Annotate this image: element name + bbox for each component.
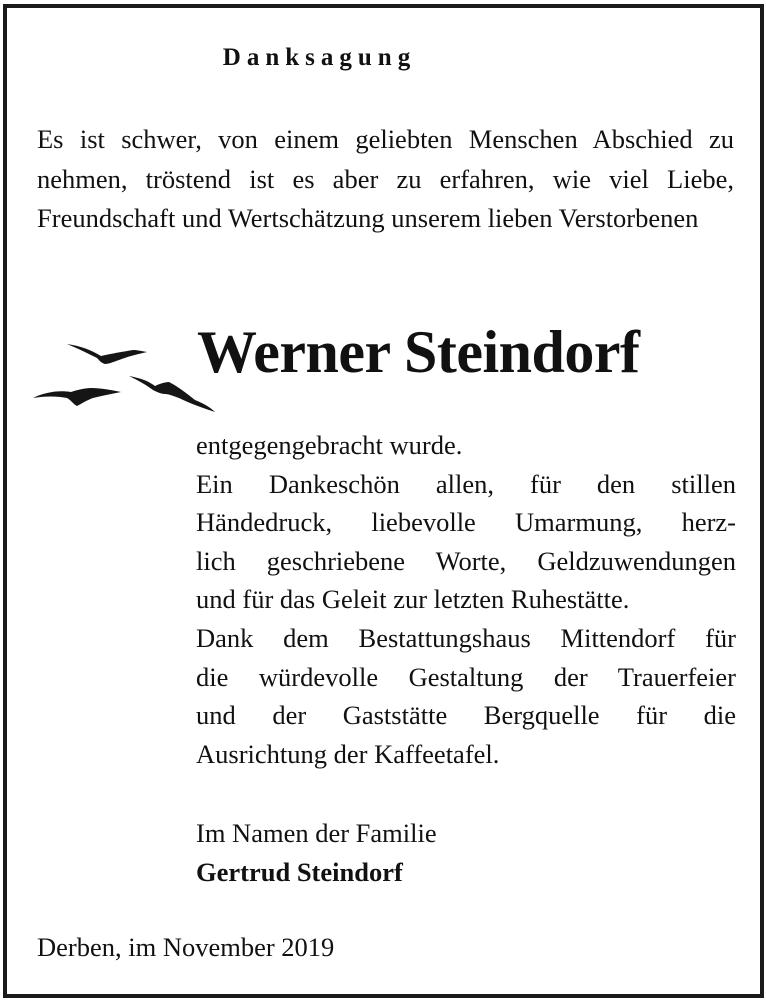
bird-icon: [33, 388, 121, 406]
signoff-preamble: Im Namen der Familie: [196, 818, 437, 848]
obituary-frame: [3, 4, 764, 998]
signoff-name: Gertrud Steindorf: [196, 856, 403, 887]
bird-icon: [67, 344, 147, 364]
deceased-name: Werner Steindorf: [197, 319, 640, 385]
intro-paragraph: [37, 120, 734, 239]
signoff: [196, 814, 736, 891]
flying-birds-icon: [29, 336, 219, 416]
body-line: Dank dem Bestattungshaus Mittendorf für: [196, 622, 736, 653]
intro-text: Es ist schwer, von einem geliebten Menschen Abschied zu nehmen, tröstend ist es aber zu erfahren, wie viel Liebe, Freundschaft und Wertschätzung unserem lieben Verstorbenen: [37, 124, 734, 233]
body-line: und für das Geleit zur letzten Ruhestätte.: [196, 584, 630, 615]
body-line: Ausrichtung der Kaffeetafel.: [196, 738, 500, 769]
body-line: und der Gaststätte Bergquelle für die: [196, 700, 736, 731]
body-text: [196, 426, 736, 773]
body-line: entgegengebracht wurde.: [196, 430, 463, 460]
body-line: lich geschriebene Worte, Geldzuwendungen: [196, 545, 736, 576]
body-line: Händedruck, liebevolle Umarmung, herz-: [196, 507, 736, 538]
place-date: Derben, im November 2019: [37, 932, 335, 962]
body-line: die würdevolle Gestaltung der Trauerfeier: [196, 661, 736, 692]
body-line: Ein Dankeschön allen, für den stillen: [196, 468, 736, 499]
heading-danksagung: Danksagung: [222, 44, 417, 71]
